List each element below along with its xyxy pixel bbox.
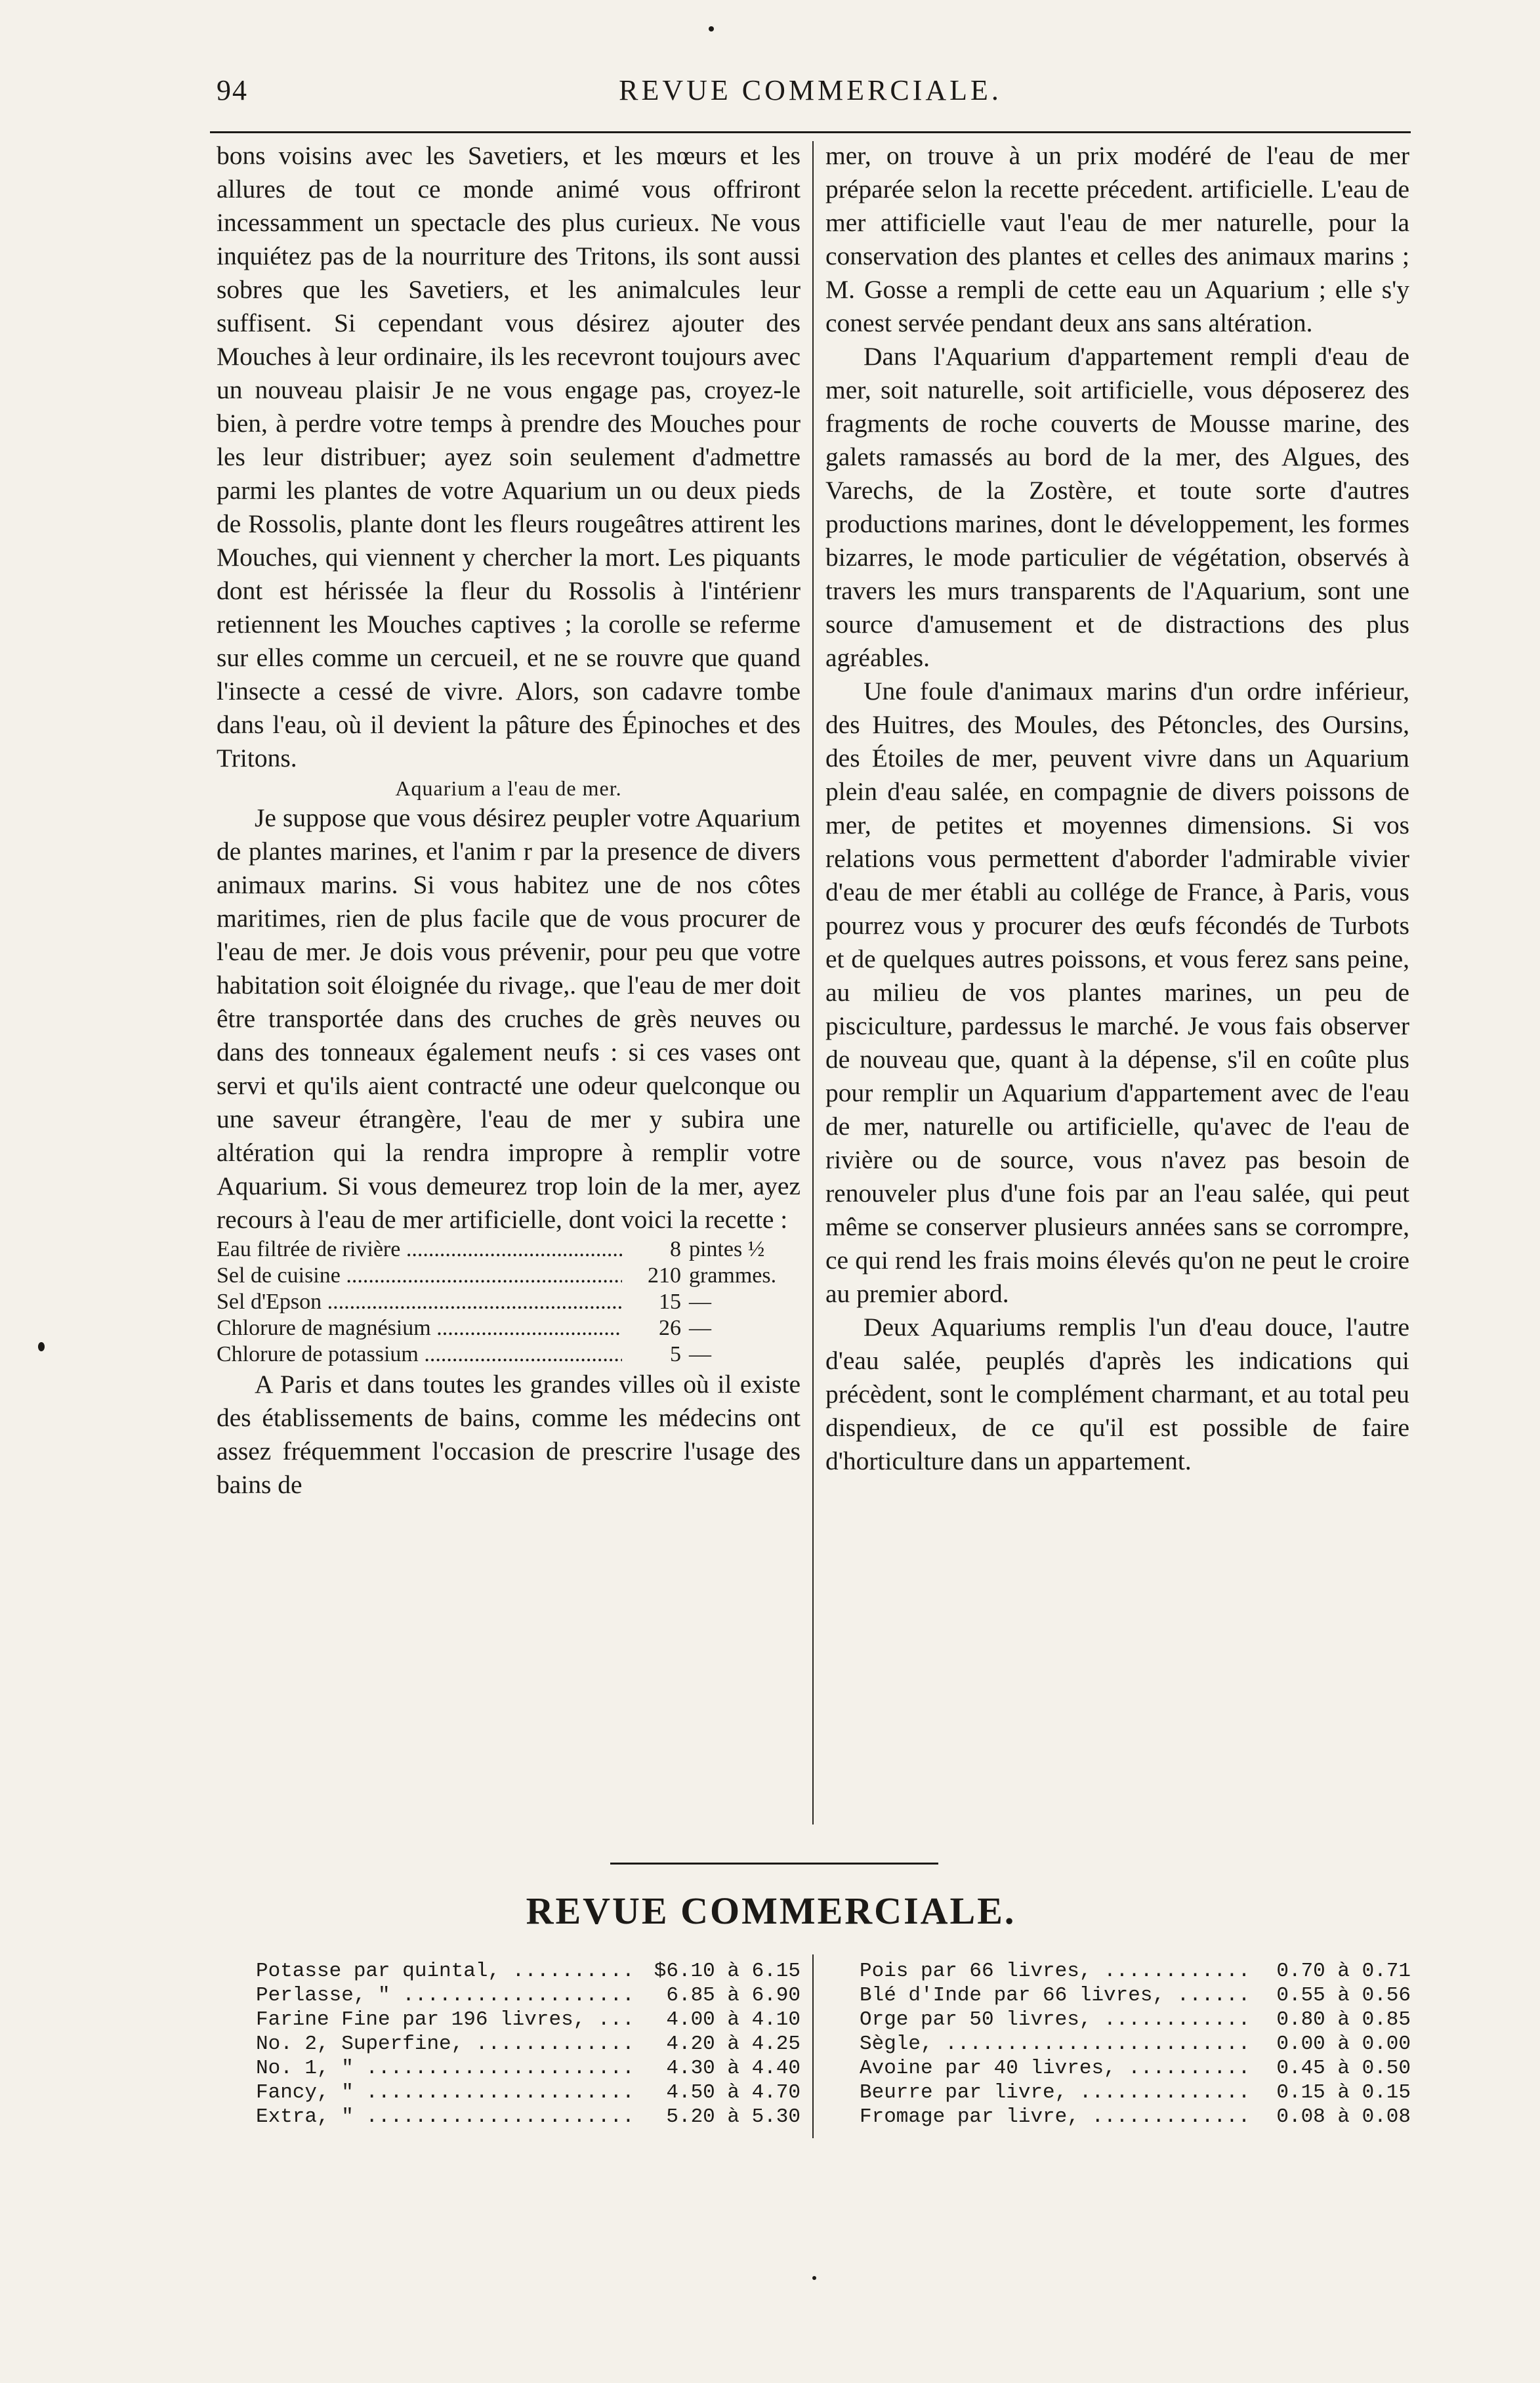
recipe-ingredient: Sel de cuisine .....	[217, 1263, 622, 1289]
recipe-unit: —	[689, 1316, 711, 1340]
left-paragraph-3: A Paris et dans toutes les grandes villes où il existe des établissements de bains, comme les médecins ont assez fréquemment l'occasion de prescrire l'usage des bains de	[217, 1370, 801, 1499]
section-rule	[610, 1863, 938, 1865]
price-item: No. 2, Superfine, .....	[256, 2032, 636, 2056]
price-list-divider	[812, 1954, 814, 2138]
price-row	[860, 1959, 1411, 1983]
recipe-ingredient: Sel d'Epson .....	[217, 1289, 622, 1315]
left-paragraph-1: bons voisins avec les Savetiers, et les mœurs et les allures de tout ce monde animé vous offriront incessamment un spectacle des plus curieux. Ne vous inquiétez pas de la nourriture des Tritons, ils sont aussi sobres que les Savetiers, et les animalcules leur suffisent. Si cependant vous désirez ajouter des Mouches à leur ordinaire, ils les recevront toujours avec un nouveau plaisir Je ne vous engage pas, croyez-le bien, à perdre votre temps à prendre des Mouches pour les leur distribuer; ayez soin seulement d'admettre parmi les plantes de votre Aquarium un ou deux pieds de Rossolis, plante dont les fleurs rougeâtres attirent les Mouches, qui viennent y chercher la mort. Les piquants dont est hérissée la fleur du Rossolis à l'intérienr retiennent les Mouches captives ; la corolle se referme sur elles comme un cercueil, et ne se rouvre que quand l'insecte a cessé de vivre. Alors, son cadavre tombe dans l'eau, où il devient la pâture des Épinoches et des Tritons.	[217, 141, 801, 772]
price-item: Farine Fine par 196 livres, .....	[256, 2008, 636, 2032]
recipe-row	[217, 1341, 801, 1368]
recipe-row	[217, 1236, 801, 1263]
price-row	[256, 1959, 801, 1983]
recipe-quantity: 8	[670, 1237, 681, 1261]
recipe-table	[217, 1236, 801, 1368]
price-row	[256, 2056, 801, 2080]
price-item: Blé d'Inde par 66 livres, .....	[860, 1983, 1247, 2008]
price-row	[860, 1983, 1411, 2008]
price-value: 0.08 à 0.08	[1276, 2105, 1411, 2128]
running-head: REVUE COMMERCIALE.	[619, 74, 1002, 106]
ink-speck	[812, 2276, 816, 2280]
recipe-ingredient: Eau filtrée de rivière .....	[217, 1236, 622, 1263]
recipe-unit: —	[689, 1290, 711, 1314]
price-row	[256, 1983, 801, 2008]
price-item: Beurre par livre, .....	[860, 2080, 1247, 2105]
price-row	[256, 2105, 801, 2129]
price-item: Extra, " .....	[256, 2105, 636, 2129]
price-value: $6.10 à 6.15	[654, 1960, 801, 1983]
price-row	[256, 2080, 801, 2105]
page-header	[210, 74, 1411, 113]
price-value: 5.20 à 5.30	[666, 2105, 801, 2128]
price-value: 0.45 à 0.50	[1276, 2057, 1411, 2080]
price-item: Fromage par livre, .....	[860, 2105, 1247, 2129]
price-row	[860, 2105, 1411, 2129]
price-item: Avoine par 40 livres, .....	[860, 2056, 1247, 2080]
recipe-unit: pintes ½	[689, 1237, 765, 1261]
price-item: Potasse par quintal, .....	[256, 1959, 636, 1983]
ink-speck	[709, 26, 714, 32]
right-paragraph-1: mer, on trouve à un prix modéré de l'eau de mer préparée selon la recette précedent. artificielle. L'eau de mer attificielle vaut l'eau de mer naturelle, pour la conservation des plantes et celles des animaux marins ; M. Gosse a rempli de cette eau un Aquarium ; elle s'y conest servée pendant deux ans sans altération.	[825, 141, 1409, 337]
price-item: Pois par 66 livres, .....	[860, 1959, 1247, 1983]
price-item: Orge par 50 livres, .....	[860, 2008, 1247, 2032]
price-value: 4.30 à 4.40	[666, 2057, 801, 2080]
recipe-row	[217, 1263, 801, 1289]
price-row	[860, 2056, 1411, 2080]
recipe-quantity: 210	[648, 1263, 681, 1288]
price-value: 4.00 à 4.10	[666, 2008, 801, 2031]
price-value: 0.70 à 0.71	[1276, 1960, 1411, 1983]
price-row	[860, 2080, 1411, 2105]
price-row	[860, 2032, 1411, 2056]
price-value: 0.00 à 0.00	[1276, 2033, 1411, 2056]
left-column	[217, 139, 801, 1502]
recipe-row	[217, 1289, 801, 1315]
right-paragraph-2: Dans l'Aquarium d'appartement rempli d'eau de mer, soit naturelle, soit artificielle, vous déposerez des fragments de roche couverts de Mousse marine, des galets ramassés au bord de la mer, des Algues, des Varechs, de la Zostère, et toute sorte d'autres productions marines, dont le développement, les formes bizarres, le mode particulier de végétation, observés à travers les murs transparents de l'Aquarium, sont une source d'amusement et de distractions des plus agréables.	[825, 342, 1409, 672]
commercial-section-title: REVUE COMMERCIALE.	[526, 1889, 1016, 1932]
page-number: 94	[217, 74, 248, 106]
price-value: 0.80 à 0.85	[1276, 2008, 1411, 2031]
price-value: 4.50 à 4.70	[666, 2081, 801, 2104]
section-subhead: Aquarium a l'eau de mer.	[395, 776, 622, 800]
recipe-quantity: 26	[659, 1316, 681, 1340]
right-paragraph-3: Une foule d'animaux marins d'un ordre inférieur, des Huitres, des Moules, des Pétoncles, des Oursins, des Étoiles de mer, peuvent vivre dans un Aquarium plein d'eau salée, en compagnie de divers poissons de mer, de petites et moyennes dimensions. Si vos relations vous permettent d'aborder l'admirable vivier d'eau de mer établi au collége de France, à Paris, vous pourrez vous y procurer des œufs fécondés de Turbots et de quelques autres poissons, et vous ferez sans peine, au milieu de vos plantes marines, un peu de pisciculture, pardessus le marché. Je vous fais observer de nouveau que, quant à la dépense, s'il en coûte plus pour remplir un Aquarium d'appartement avec de l'eau de mer, naturelle ou artificielle, qu'avec de l'eau de rivière ou de source, vous n'avez pas besoin de renouveler plus d'une fois par an l'eau salée, qui peut même se conserver plusieurs années sans se corrompre, ce qui rend les frais moins élevés qu'on ne peut le croire au premier abord.	[825, 677, 1409, 1308]
column-divider	[812, 141, 814, 1824]
recipe-quantity: 15	[659, 1290, 681, 1314]
price-list-right	[860, 1959, 1411, 2129]
price-item: Perlasse, " .....	[256, 1983, 636, 2008]
ink-speck	[38, 1342, 45, 1351]
recipe-unit: —	[689, 1342, 711, 1366]
recipe-quantity: 5	[670, 1342, 681, 1366]
header-rule	[210, 131, 1411, 133]
recipe-ingredient: Chlorure de magnésium .....	[217, 1315, 622, 1341]
price-row	[860, 2008, 1411, 2032]
right-paragraph-4: Deux Aquariums remplis l'un d'eau douce, l'autre d'eau salée, peuplés d'après les indications qui précèdent, sont le complément charmant, et au total peu dispendieux, de ce qu'il est possible de faire d'horticulture dans un appartement.	[825, 1313, 1409, 1475]
price-value: 0.15 à 0.15	[1276, 2081, 1411, 2104]
price-value: 0.55 à 0.56	[1276, 1984, 1411, 2007]
price-item: No. 1, " .....	[256, 2056, 636, 2080]
recipe-ingredient: Chlorure de potassium .....	[217, 1341, 622, 1368]
price-row	[256, 2008, 801, 2032]
price-row	[256, 2032, 801, 2056]
price-list-left	[256, 1959, 801, 2129]
right-column	[825, 139, 1409, 1478]
price-item: Fancy, " .....	[256, 2080, 636, 2105]
left-paragraph-2: Je suppose que vous désirez peupler votre Aquarium de plantes marines, et l'anim r par la presence de divers animaux marins. Si vous habitez une de nos côtes maritimes, rien de plus facile que de vous procurer de l'eau de mer. Je dois vous prévenir, pour peu que votre habitation soit éloignée du rivage,. que l'eau de mer doit être transportée dans des cruches de grès neuves ou dans des tonneaux également neufs : si ces vases ont servi et qu'ils aient contracté une odeur quelconque ou une saveur étrangère, l'eau de mer y subira une altération qui la rendra impropre à remplir votre Aquarium. Si vous demeurez trop loin de la mer, ayez recours à l'eau de mer artificielle, dont voici la recette :	[217, 803, 801, 1234]
recipe-unit: grammes.	[689, 1263, 777, 1288]
recipe-row	[217, 1315, 801, 1341]
price-value: 4.20 à 4.25	[666, 2033, 801, 2056]
price-value: 6.85 à 6.90	[666, 1984, 801, 2007]
price-item: Sègle, .....	[860, 2032, 1247, 2056]
